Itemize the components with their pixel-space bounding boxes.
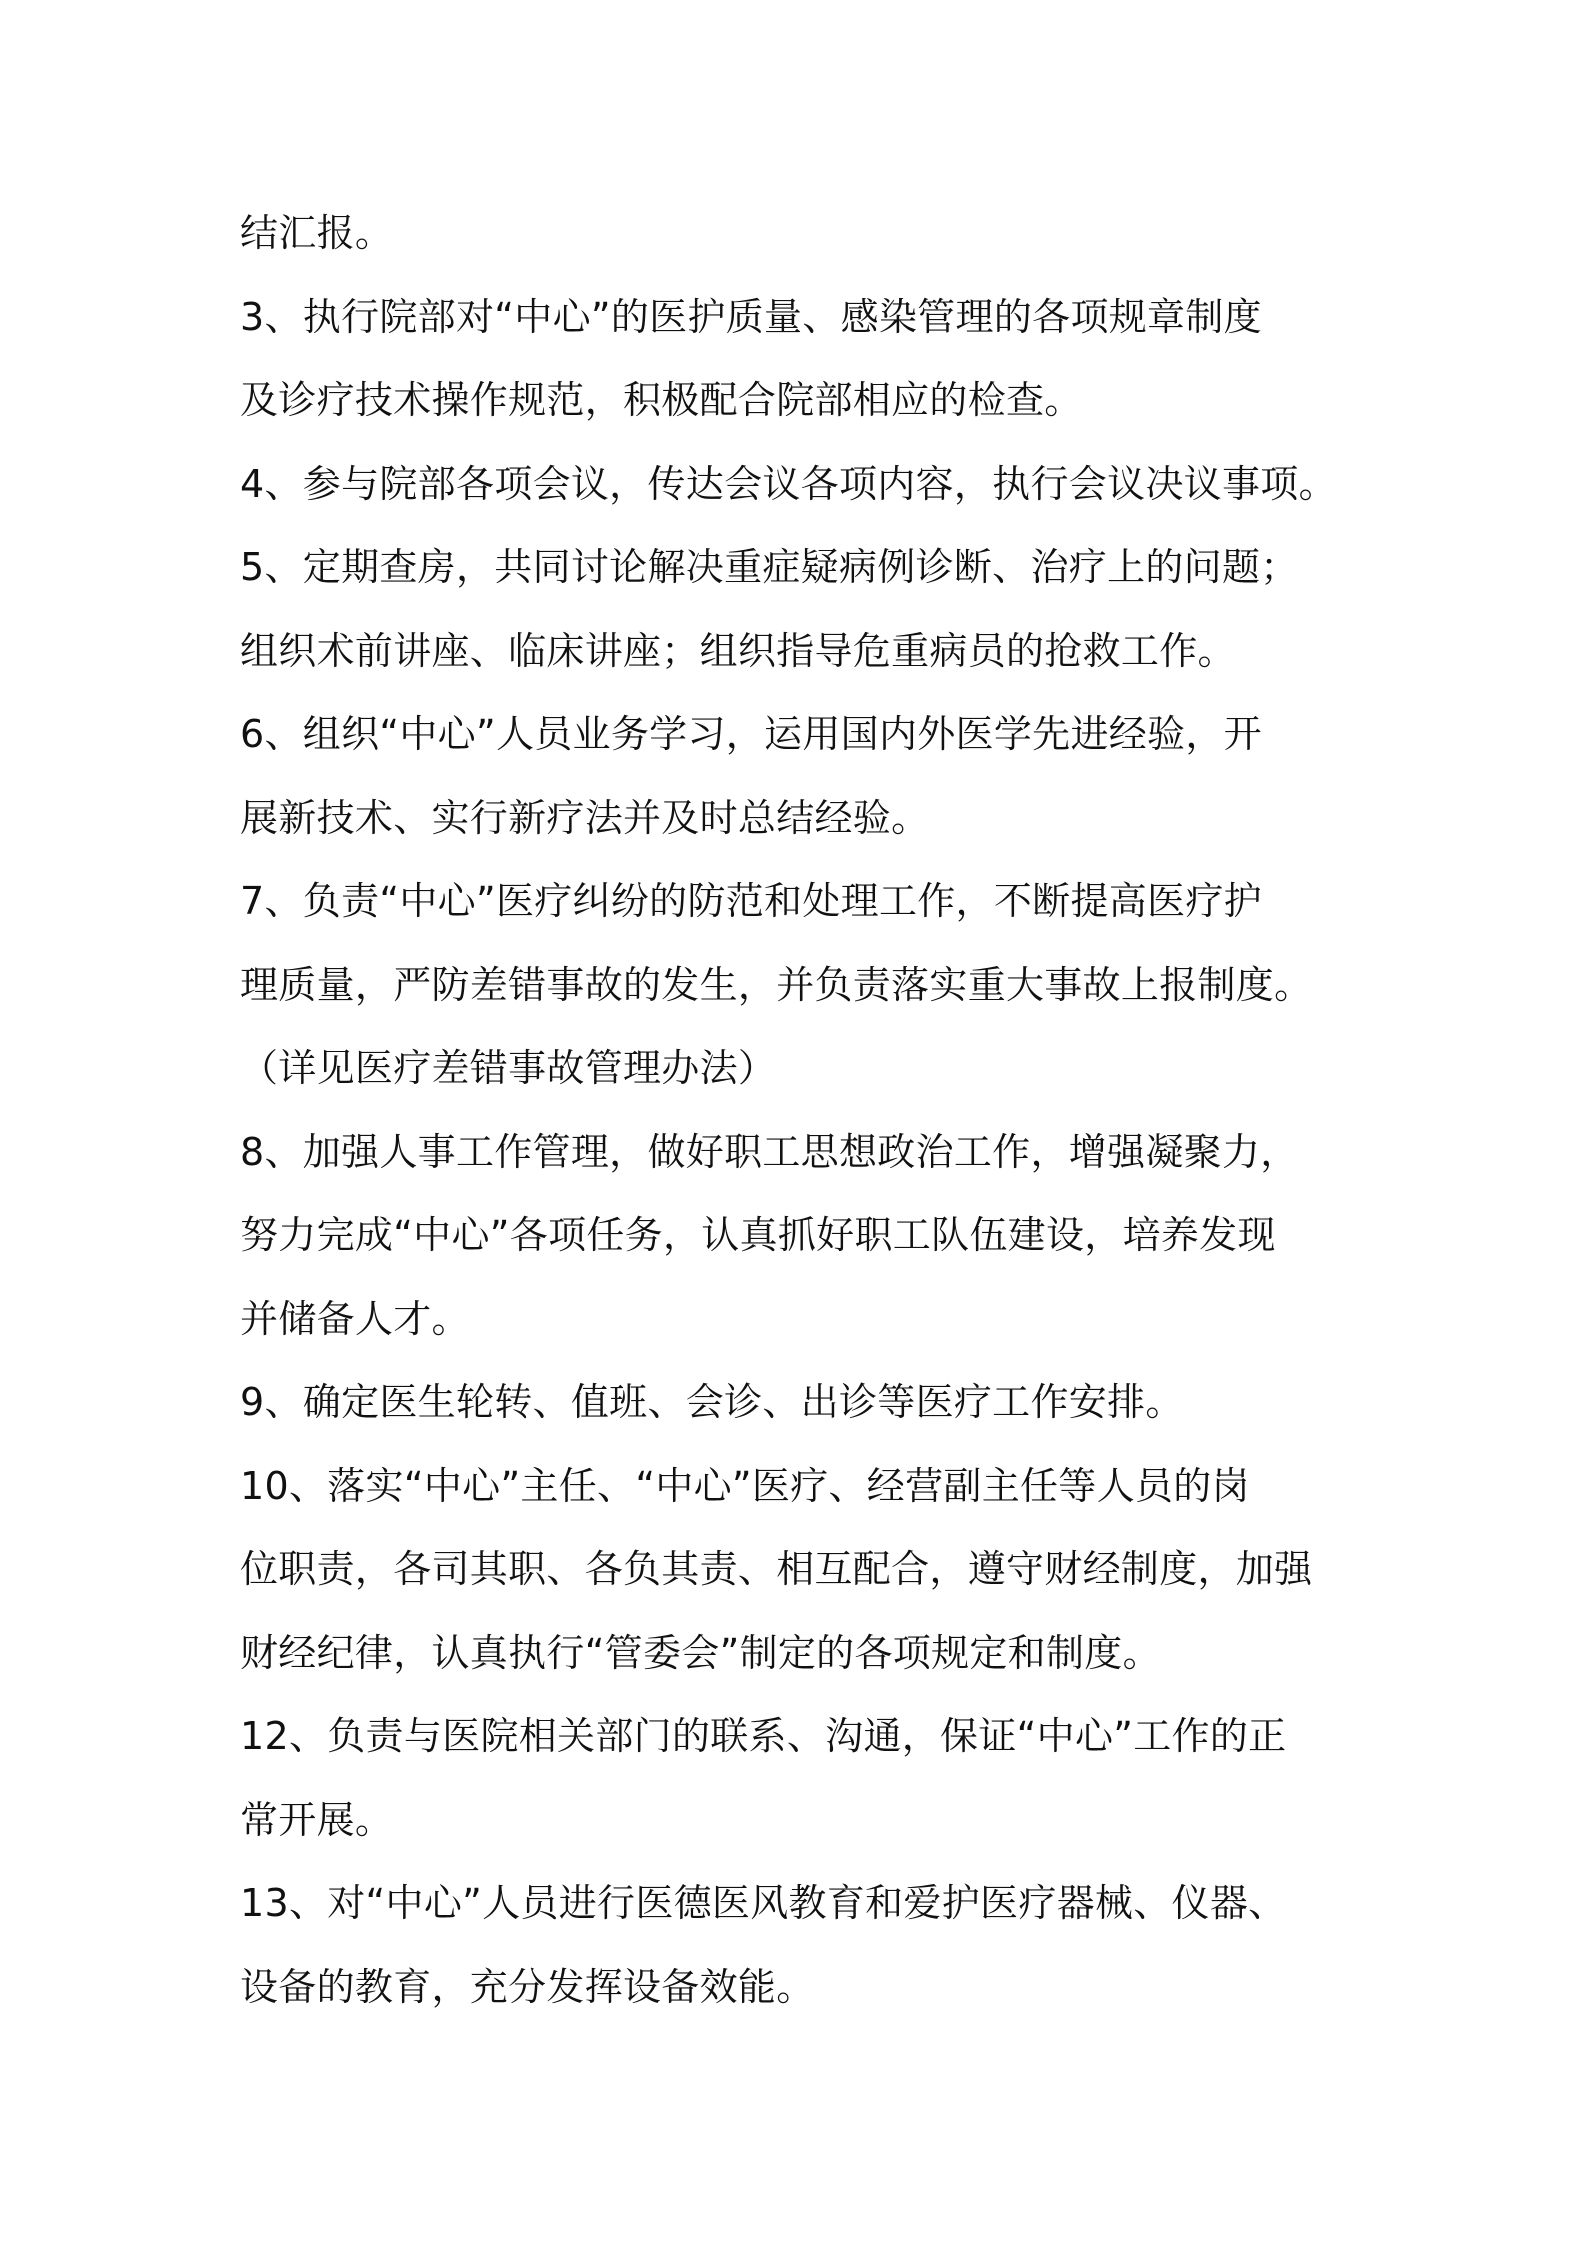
text-line: 常开展。 bbox=[240, 1797, 394, 1842]
document-body bbox=[240, 192, 1380, 2029]
text-line: 13、对“中心”人员进行医德医风教育和爱护医疗器械、仪器、 bbox=[240, 1881, 1287, 1925]
text-line: 并储备人才。 bbox=[240, 1296, 470, 1341]
text-line: 6、组织“中心”人员业务学习，运用国内外医学先进经验，开 bbox=[240, 712, 1262, 756]
text-line: 8、加强人事工作管理，做好职工思想政治工作，增强凝聚力， bbox=[240, 1129, 1299, 1174]
text-line: 设备的教育，充分发挥设备效能。 bbox=[240, 1964, 815, 2009]
text-line: 位职责，各司其职、各负其责、相互配合，遵守财经制度，加强 bbox=[240, 1547, 1313, 1591]
text-line: 财经纪律，认真执行“管委会”制定的各项规定和制度。 bbox=[240, 1630, 1161, 1675]
text-line: （详见医疗差错事故管理办法） bbox=[240, 1046, 777, 1090]
text-line: 7、负责“中心”医疗纠纷的防范和处理工作，不断提高医疗护 bbox=[240, 879, 1262, 923]
text-line: 9、确定医生轮转、值班、会诊、出诊等医疗工作安排。 bbox=[240, 1380, 1184, 1424]
text-line: 展新技术、实行新疗法并及时总结经验。 bbox=[240, 795, 930, 840]
text-line: 结汇报。 bbox=[240, 211, 394, 255]
text-line: 及诊疗技术操作规范，积极配合院部相应的检查。 bbox=[240, 378, 1083, 422]
text-line: 努力完成“中心”各项任务，认真抓好职工队伍建设，培养发现 bbox=[240, 1213, 1276, 1257]
text-line: 12、负责与医院相关部门的联系、沟通，保证“中心”工作的正 bbox=[240, 1714, 1287, 1758]
text-line: 4、参与院部各项会议，传达会议各项内容，执行会议决议事项。 bbox=[240, 461, 1337, 506]
text-line: 10、落实“中心”主任、“中心”医疗、经营副主任等人员的岗 bbox=[240, 1463, 1250, 1508]
text-line: 理质量，严防差错事故的发生，并负责落实重大事故上报制度。 bbox=[240, 962, 1313, 1007]
text-line: 5、定期查房，共同讨论解决重症疑病例诊断、治疗上的问题； bbox=[240, 545, 1299, 589]
text-line: 组织术前讲座、临床讲座；组织指导危重病员的抢救工作。 bbox=[240, 628, 1236, 673]
text-line: 3、执行院部对“中心”的医护质量、感染管理的各项规章制度 bbox=[240, 294, 1262, 339]
